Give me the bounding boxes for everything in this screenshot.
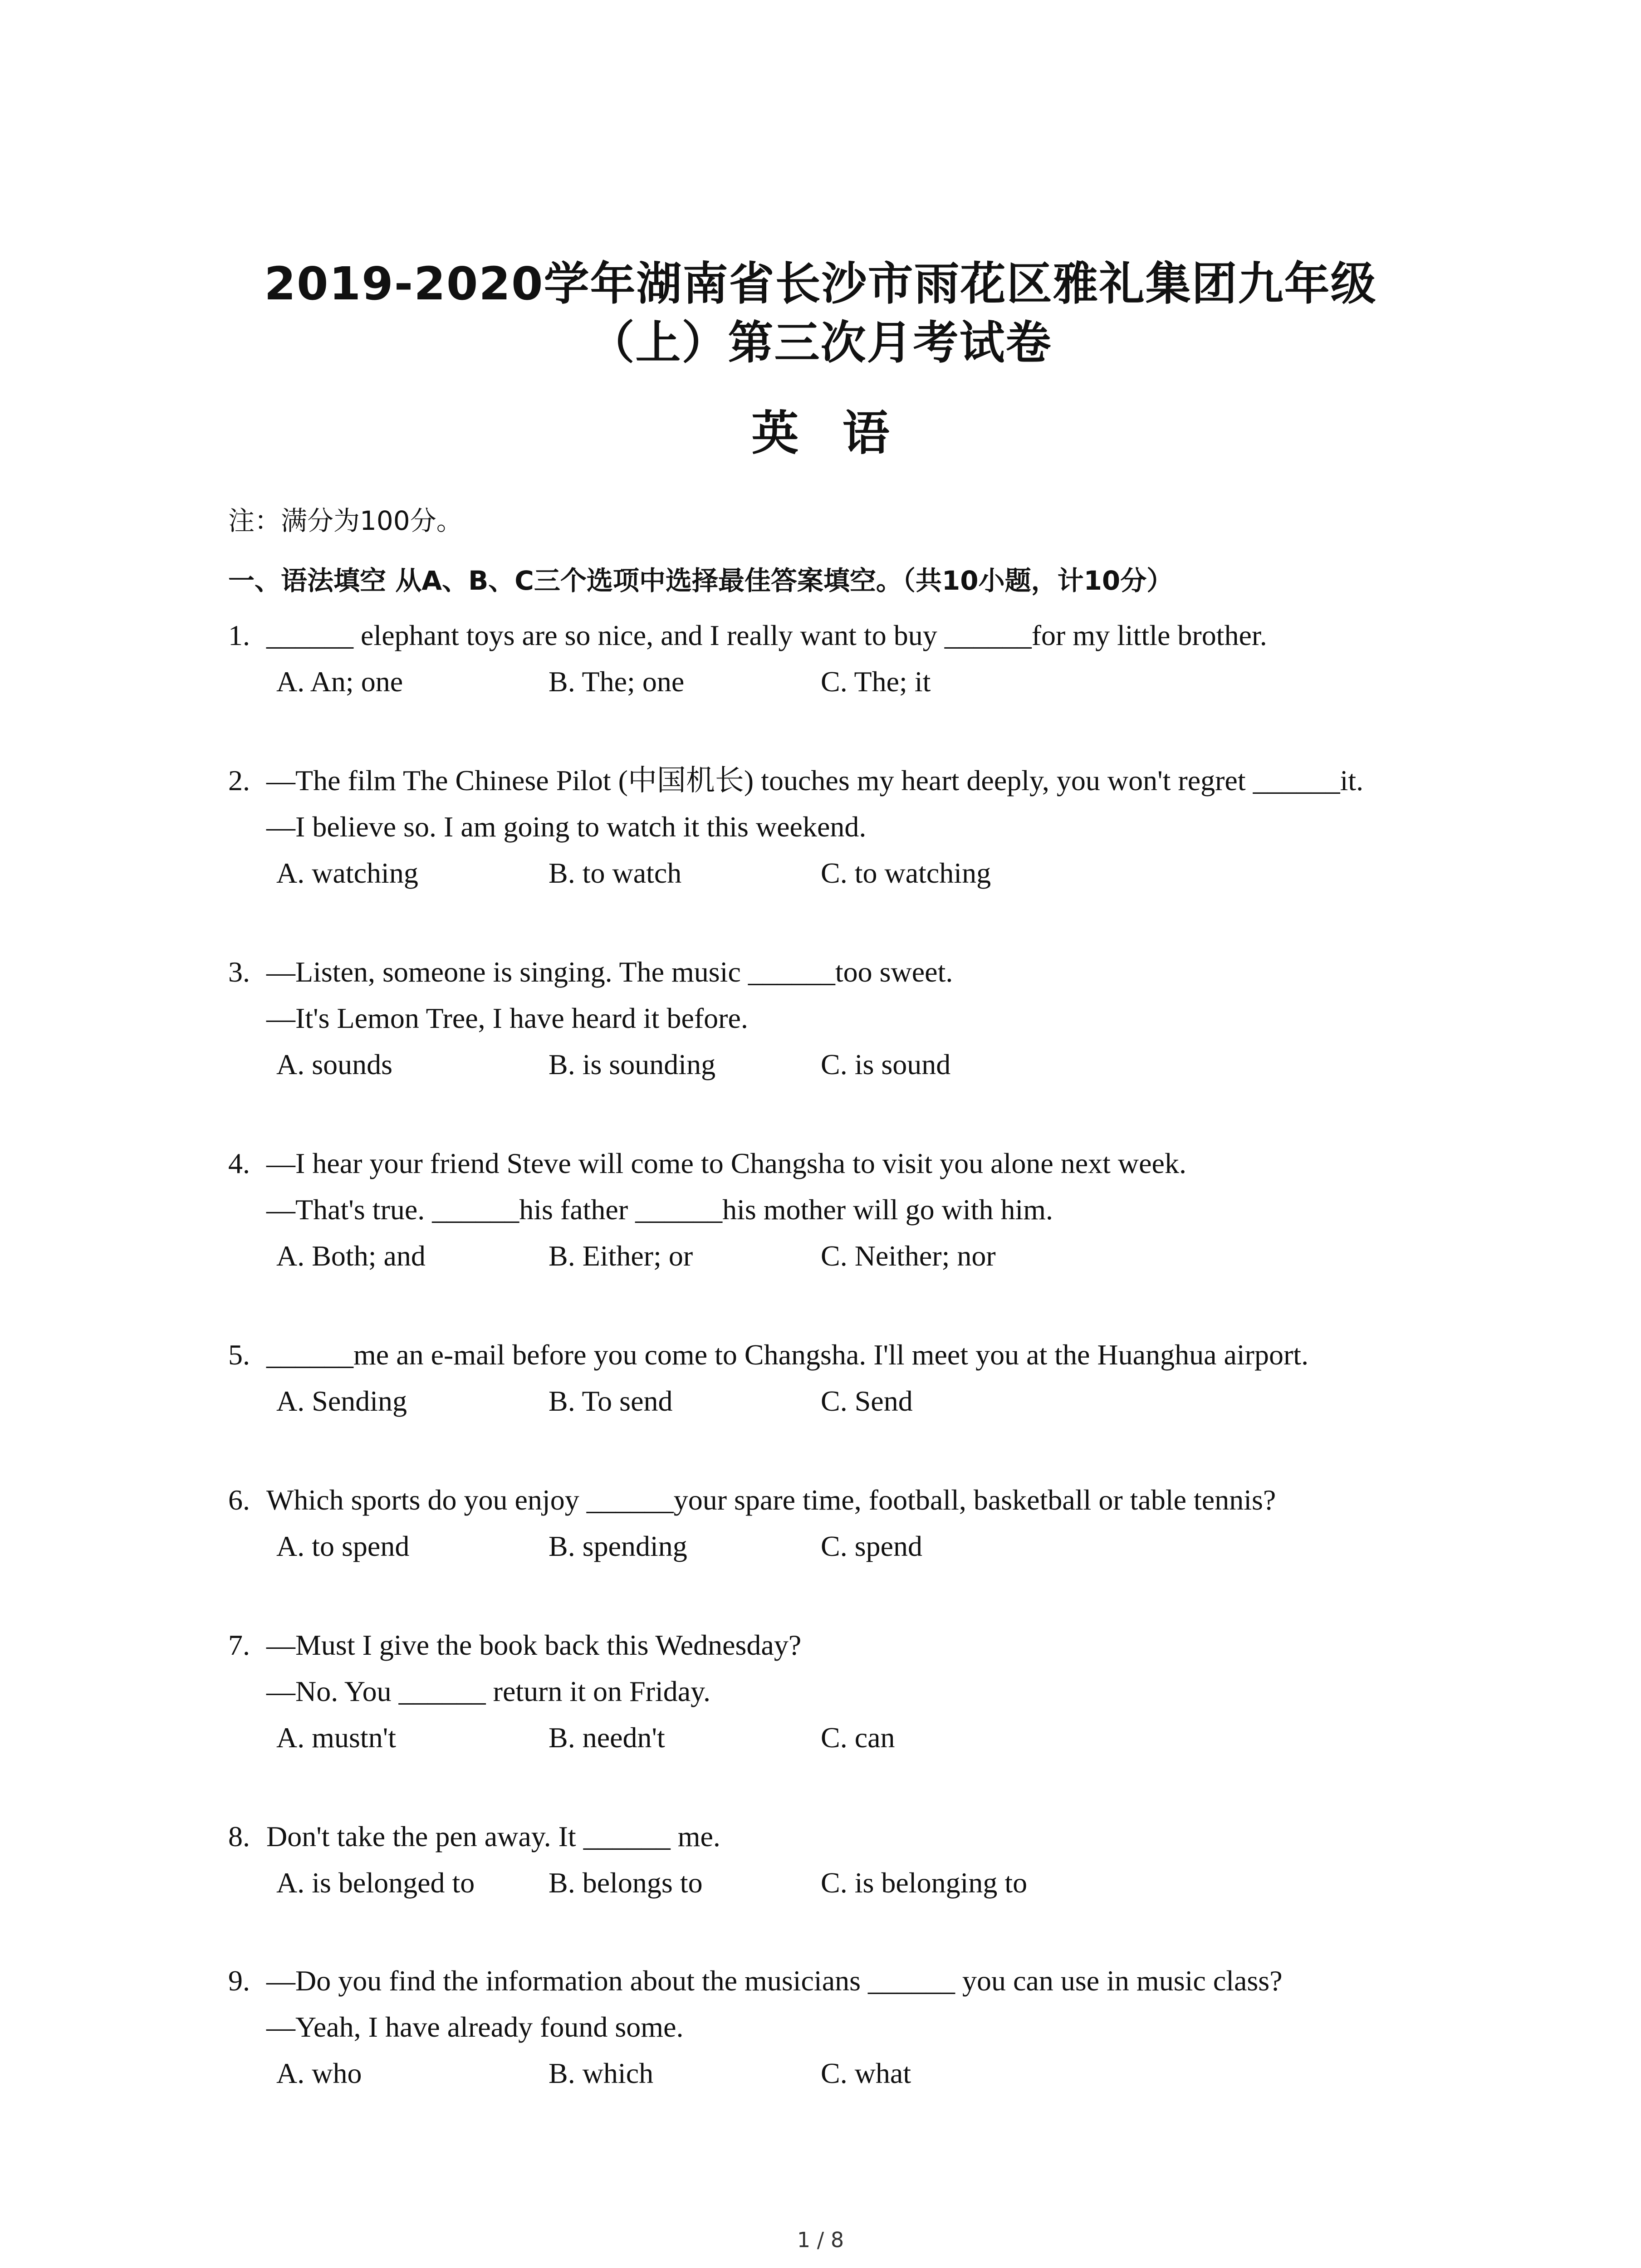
- option-a: A. to spend: [276, 1530, 410, 1562]
- option-a: A. mustn't: [276, 1721, 396, 1754]
- score-note: 注：满分为100分。: [228, 505, 463, 536]
- question-line: [228, 1622, 1462, 1668]
- question-2: [228, 758, 1462, 896]
- options-row: [228, 1041, 1462, 1088]
- options-row: [228, 1860, 1462, 1906]
- question-3: [228, 949, 1462, 1088]
- option-c: C. is belonging to: [821, 1867, 1028, 1899]
- options-row: [228, 659, 1462, 705]
- options-row: [228, 1715, 1462, 1761]
- question-number: 4.: [228, 1147, 250, 1179]
- question-number: 6.: [228, 1484, 250, 1516]
- question-line: [228, 949, 1462, 995]
- subject-heading: 英 语: [751, 406, 890, 461]
- question-text: —Listen, someone is singing. The music ______too sweet.: [266, 956, 953, 988]
- question-line: [228, 2004, 1462, 2050]
- question-text: —That's true. ______his father ______his mother will go with him.: [266, 1193, 1053, 1226]
- question-text: —I hear your friend Steve will come to Changsha to visit you alone next week.: [266, 1147, 1186, 1179]
- question-text: —Do you find the information about the musicians ______ you can use in music class?: [266, 1965, 1283, 1997]
- option-a: A. is belonged to: [276, 1867, 475, 1899]
- question-4: [228, 1140, 1462, 1279]
- question-line: [228, 804, 1462, 850]
- question-text: —Must I give the book back this Wednesday?: [266, 1629, 802, 1661]
- option-b: B. belongs to: [549, 1867, 703, 1899]
- options-row: [228, 1523, 1462, 1569]
- option-c: C. what: [821, 2057, 911, 2089]
- page-number: 1 / 8: [797, 2228, 844, 2252]
- question-line: [228, 758, 1462, 804]
- option-b: B. Either; or: [549, 1240, 693, 1272]
- question-number: 3.: [228, 956, 250, 988]
- option-a: A. Sending: [276, 1385, 407, 1417]
- option-b: B. is sounding: [549, 1048, 716, 1080]
- question-5: [228, 1332, 1462, 1424]
- option-c: C. to watching: [821, 857, 991, 889]
- question-text: —No. You ______ return it on Friday.: [266, 1675, 710, 1707]
- question-text: —I believe so. I am going to watch it this weekend.: [266, 811, 867, 843]
- question-line: [228, 1477, 1462, 1523]
- exam-title-line-2: （上）第三次月考试卷: [589, 316, 1052, 369]
- option-b: B. The; one: [549, 665, 685, 698]
- question-number: 9.: [228, 1965, 250, 1997]
- exam-title-line-1: 2019-2020学年湖南省长沙市雨花区雅礼集团九年级: [264, 257, 1377, 310]
- question-text: —It's Lemon Tree, I have heard it before.: [266, 1002, 748, 1034]
- question-8: [228, 1813, 1462, 1906]
- option-c: C. Neither; nor: [821, 1240, 996, 1272]
- option-b: B. spending: [549, 1530, 687, 1562]
- options-row: [228, 1233, 1462, 1279]
- question-line: [228, 1958, 1462, 2004]
- option-a: A. Both; and: [276, 1240, 426, 1272]
- question-text: ______me an e-mail before you come to Changsha. I'll meet you at the Huanghua airport.: [266, 1339, 1309, 1371]
- option-a: A. An; one: [276, 665, 403, 698]
- option-b: B. needn't: [549, 1721, 665, 1754]
- option-b: B. to watch: [549, 857, 682, 889]
- question-text: Don't take the pen away. It ______ me.: [266, 1820, 720, 1853]
- question-7: [228, 1622, 1462, 1761]
- option-c: C. spend: [821, 1530, 922, 1562]
- question-text: —The film The Chinese Pilot (中国机长) touches my heart deeply, you won't regret ______it.: [266, 764, 1364, 797]
- question-text: ______ elephant toys are so nice, and I really want to buy ______for my little brother.: [266, 619, 1267, 651]
- question-line: [228, 1332, 1462, 1378]
- question-line: [228, 1813, 1462, 1860]
- option-a: A. who: [276, 2057, 362, 2089]
- options-row: [228, 850, 1462, 896]
- options-row: [228, 1378, 1462, 1424]
- option-c: C. is sound: [821, 1048, 951, 1080]
- question-number: 1.: [228, 619, 250, 651]
- option-a: A. sounds: [276, 1048, 393, 1080]
- section-heading: 一、语法填空 从A、B、C三个选项中选择最佳答案填空。（共10小题，计10分）: [228, 565, 1173, 596]
- question-line: [228, 995, 1462, 1041]
- question-line: [228, 1140, 1462, 1187]
- question-9: [228, 1958, 1462, 2097]
- question-line: [228, 1668, 1462, 1715]
- option-c: C. The; it: [821, 665, 931, 698]
- option-b: B. To send: [549, 1385, 673, 1417]
- question-number: 5.: [228, 1339, 250, 1371]
- question-number: 2.: [228, 764, 250, 797]
- question-6: [228, 1477, 1462, 1569]
- option-b: B. which: [549, 2057, 654, 2089]
- options-row: [228, 2050, 1462, 2097]
- question-number: 7.: [228, 1629, 250, 1661]
- question-number: 8.: [228, 1820, 250, 1853]
- question-text: —Yeah, I have already found some.: [266, 2011, 684, 2043]
- question-line: [228, 612, 1462, 659]
- question-1: [228, 612, 1462, 705]
- option-c: C. Send: [821, 1385, 913, 1417]
- option-a: A. watching: [276, 857, 418, 889]
- option-c: C. can: [821, 1721, 895, 1754]
- question-line: [228, 1187, 1462, 1233]
- question-text: Which sports do you enjoy ______your spare time, football, basketball or table tennis?: [266, 1484, 1276, 1516]
